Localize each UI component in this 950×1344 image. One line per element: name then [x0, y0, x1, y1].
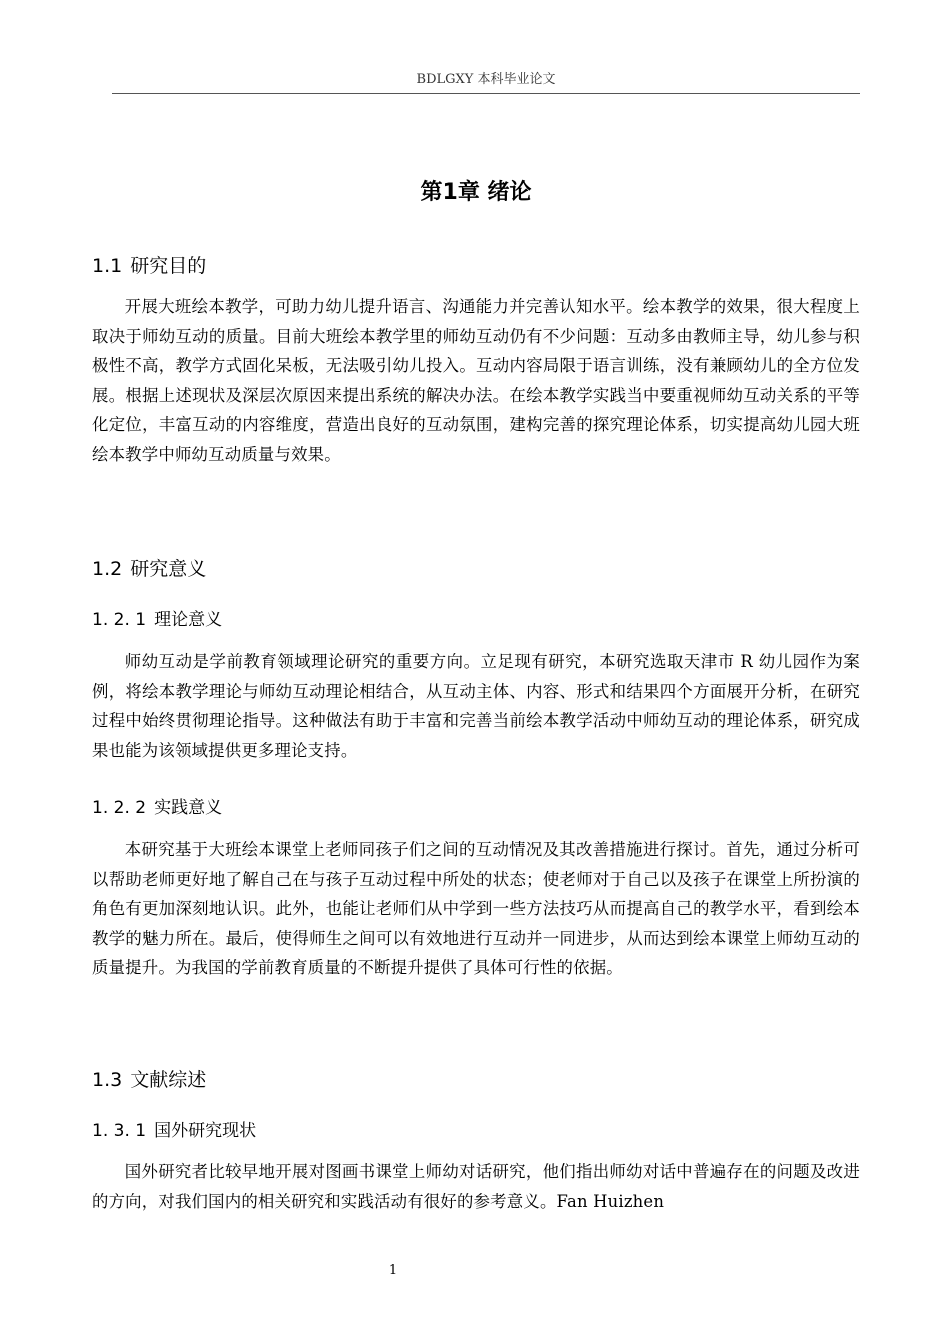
- section-heading-1-3: [92, 1066, 206, 1094]
- page-number: 1: [388, 1263, 398, 1278]
- section-number: 1.2: [92, 558, 123, 580]
- paragraph-research-purpose: 开展大班绘本教学，可助力幼儿提升语言、沟通能力并完善认知水平。绘本教学的效果，很大程度上取决于师幼互动的质量。目前大班绘本教学里的师幼互动仍有不少问题：互动多由教师主导，幼儿参与积极性不高，教学方式固化呆板，无法吸引幼儿投入。互动内容局限于语言训练，没有兼顾幼儿的全方位发展。根据上述现状及深层次原因来提出系统的解决办法。在绘本教学实践当中要重视师幼互动关系的平等化定位，丰富互动的内容维度，营造出良好的互动氛围，建构完善的探究理论体系，切实提高幼儿园大班绘本教学中师幼互动质量与效果。: [92, 297, 860, 464]
- paragraph-practical-significance: 本研究基于大班绘本课堂上老师同孩子们之间的互动情况及其改善措施进行探讨。首先，通过分析可以帮助老师更好地了解自己在与孩子互动过程中所处的状态；使老师对于自己以及孩子在课堂上所扮演的角色有更加深刻地认识。此外，也能让老师们从中学到一些方法技巧从而提高自己的教学水平，看到绘本教学的魅力所在。最后，使得师生之间可以有效地进行互动并一同进步，从而达到绘本课堂上师幼互动的质量提升。为我国的学前教育质量的不断提升提供了具体可行性的依据。: [92, 840, 860, 978]
- section-heading-1-1: [92, 252, 206, 280]
- subsection-title: 理论意义: [154, 610, 223, 630]
- subsection-number: 1. 2. 2: [92, 798, 147, 818]
- subsection-heading-1-2-1: [92, 607, 222, 633]
- section-title: 研究意义: [130, 558, 207, 580]
- section-number: 1.1: [92, 255, 123, 277]
- section-number: 1.3: [92, 1069, 123, 1091]
- paragraph-foreign-research: 国外研究者比较早地开展对图画书课堂上师幼对话研究，他们指出师幼对话中普遍存在的问题及改进的方向，对我们国内的相关研究和实践活动有很好的参考意义。Fan Huizhen: [92, 1162, 860, 1211]
- header-rule: [112, 93, 860, 94]
- section-title: 研究目的: [130, 255, 207, 277]
- section-title: 文献综述: [130, 1069, 207, 1091]
- chapter-title: 第1章 绪论: [420, 180, 532, 205]
- subsection-title: 实践意义: [154, 798, 223, 818]
- section-heading-1-2: [92, 555, 206, 583]
- subsection-title: 国外研究现状: [154, 1121, 257, 1141]
- subsection-heading-1-3-1: [92, 1118, 256, 1144]
- subsection-number: 1. 3. 1: [92, 1121, 147, 1141]
- subsection-number: 1. 2. 1: [92, 610, 147, 630]
- running-header: BDLGXY 本科毕业论文: [416, 72, 556, 87]
- subsection-heading-1-2-2: [92, 795, 222, 821]
- paragraph-theoretical-significance: 师幼互动是学前教育领域理论研究的重要方向。立足现有研究，本研究选取天津市 R 幼儿园作为案例，将绘本教学理论与师幼互动理论相结合，从互动主体、内容、形式和结果四个方面展开分析，在研究过程中始终贯彻理论指导。这种做法有助于丰富和完善当前绘本教学活动中师幼互动的理论体系，研究成果也能为该领域提供更多理论支持。: [92, 652, 860, 760]
